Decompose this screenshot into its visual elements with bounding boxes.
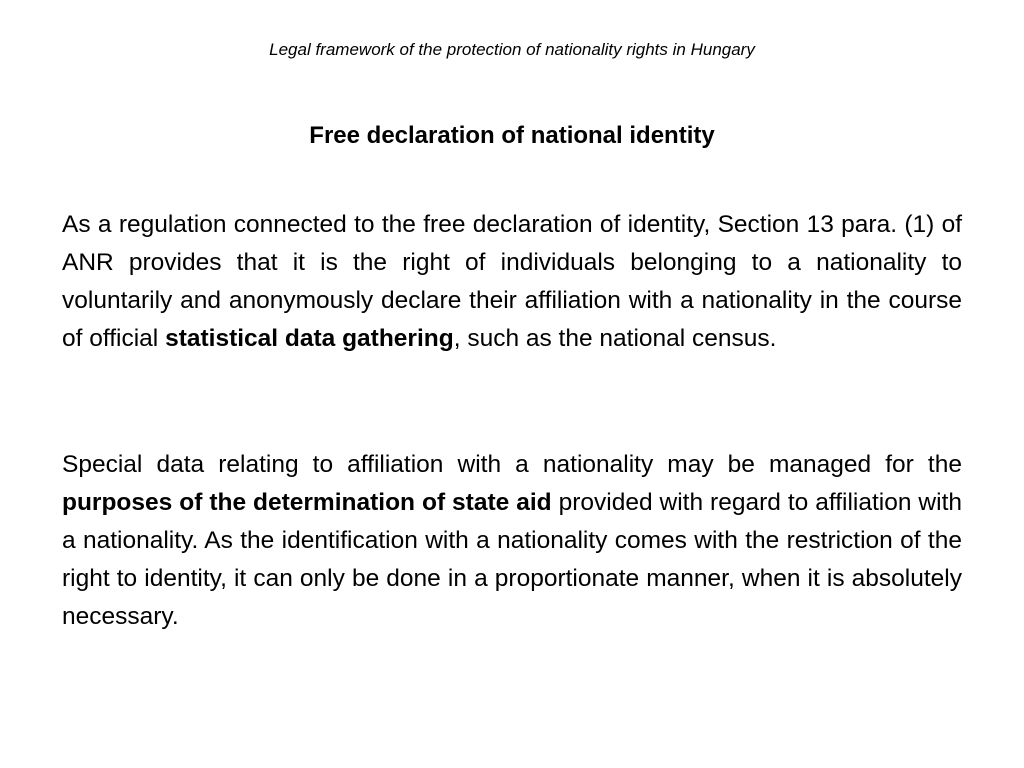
paragraph-special-data (62, 446, 962, 636)
paragraph-free-declaration (62, 206, 962, 358)
slide-header: Legal framework of the protection of nationality rights in Hungary (269, 40, 755, 59)
paragraph2-text-before: Special data relating to affiliation with a nationality may be managed for the (62, 451, 962, 478)
paragraph1-text-before: As a regulation connected to the free declaration of identity, Section 13 para. (1) of ANR provides that it is the right of individuals belonging to a nationality to voluntarily and anonymously declare their affiliation with a nationality in the course of official (62, 211, 962, 352)
slide-title: Free declaration of national identity (309, 122, 715, 149)
paragraph2-text-after: provided with regard to affiliation with a nationality. As the identification with a nationality comes with the restriction of the right to identity, it can only be done in a proportionate manner, when it is absolutely necessary. (62, 489, 963, 630)
paragraph1-bold-term: statistical data gathering (165, 325, 454, 352)
paragraph2-bold-term: purposes of the determination of state aid (62, 489, 552, 516)
paragraph1-text-after: , such as the national census. (453, 325, 777, 352)
